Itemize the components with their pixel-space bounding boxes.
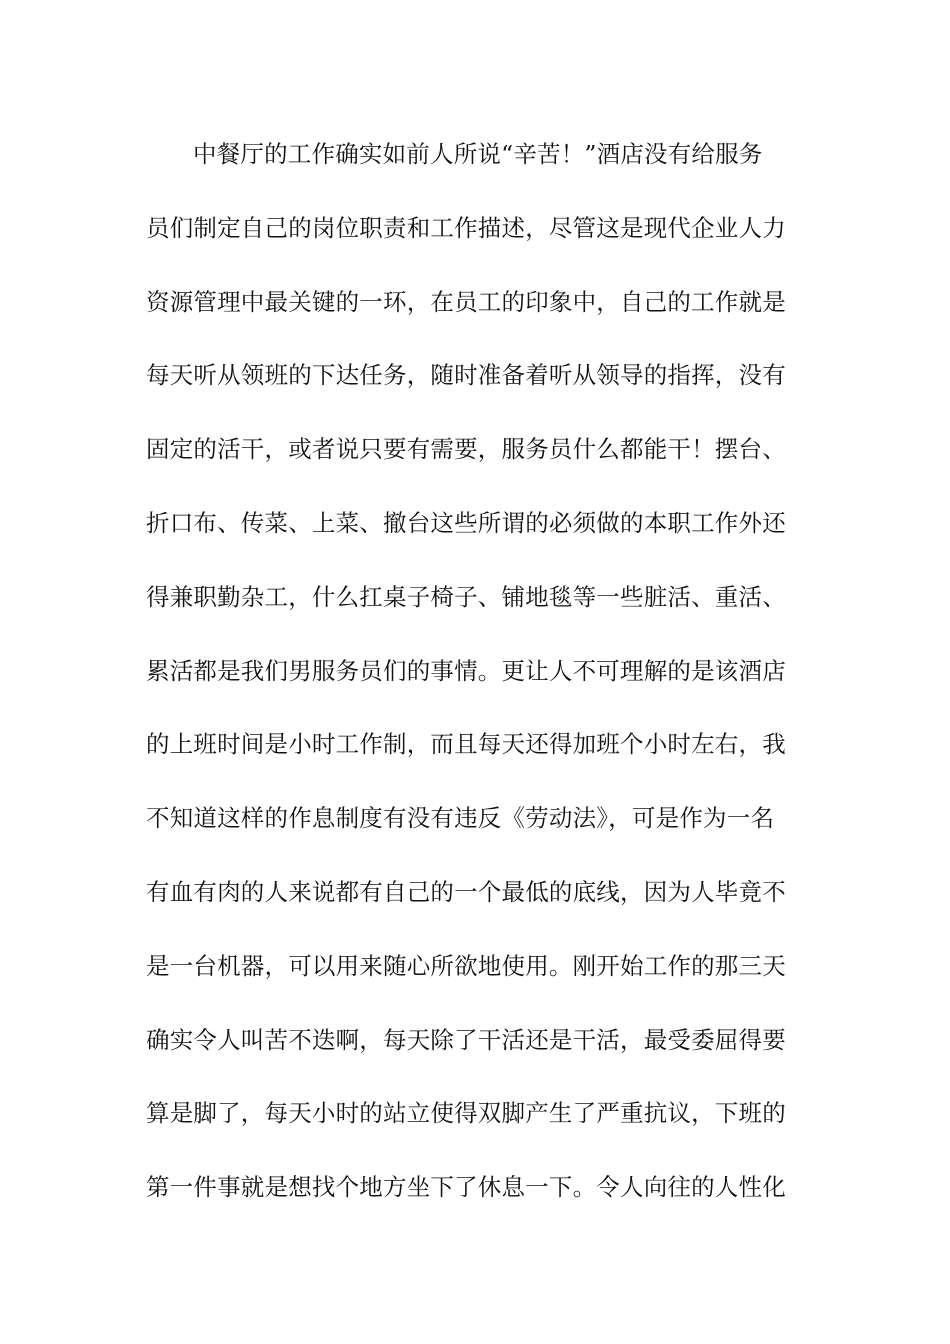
- paragraph: [146, 131, 811, 1238]
- paragraph-line: 中餐厅的工作确实如前人所说“辛苦！”酒店没有给服务: [193, 140, 763, 168]
- paragraph-line: 得兼职勤杂工，什么扛桌子椅子、铺地毯等一些脏活、重活、: [146, 582, 786, 611]
- paragraph-line: 不知道这样的作息制度有没有违反《劳动法》，可是作为一名: [146, 804, 775, 833]
- paragraph-line: 固定的活干，或者说只要有需要，服务员什么都能干！摆台、: [146, 435, 786, 464]
- paragraph-line: 第一件事就是想找个地方坐下了休息一下。令人向往的人性化: [146, 1173, 786, 1202]
- paragraph-line: 算是脚了，每天小时的站立使得双脚产生了严重抗议，下班的: [146, 1099, 786, 1128]
- paragraph-line: 折口布、传菜、上菜、撤台这些所谓的必须做的本职工作外还: [146, 508, 786, 537]
- paragraph-line: 累活都是我们男服务员们的事情。更让人不可理解的是该酒店: [146, 656, 786, 685]
- paragraph-line: 每天听从领班的下达任务，随时准备着听从领导的指挥，没有: [146, 361, 786, 390]
- paragraph-line: 有血有肉的人来说都有自己的一个最低的底线，因为人毕竟不: [146, 877, 786, 906]
- paragraph-line: 资源管理中最关键的一环，在员工的印象中，自己的工作就是: [146, 287, 786, 316]
- paragraph-line: 确实令人叫苦不迭啊，每天除了干活还是干活，最受委屈得要: [146, 1025, 786, 1054]
- paragraph-line: 是一台机器，可以用来随心所欲地使用。刚开始工作的那三天: [146, 951, 786, 980]
- paragraph-line: 员们制定自己的岗位职责和工作描述，尽管这是现代企业人力: [146, 213, 786, 242]
- paragraph-line: 的上班时间是小时工作制，而且每天还得加班个小时左右，我: [146, 730, 786, 759]
